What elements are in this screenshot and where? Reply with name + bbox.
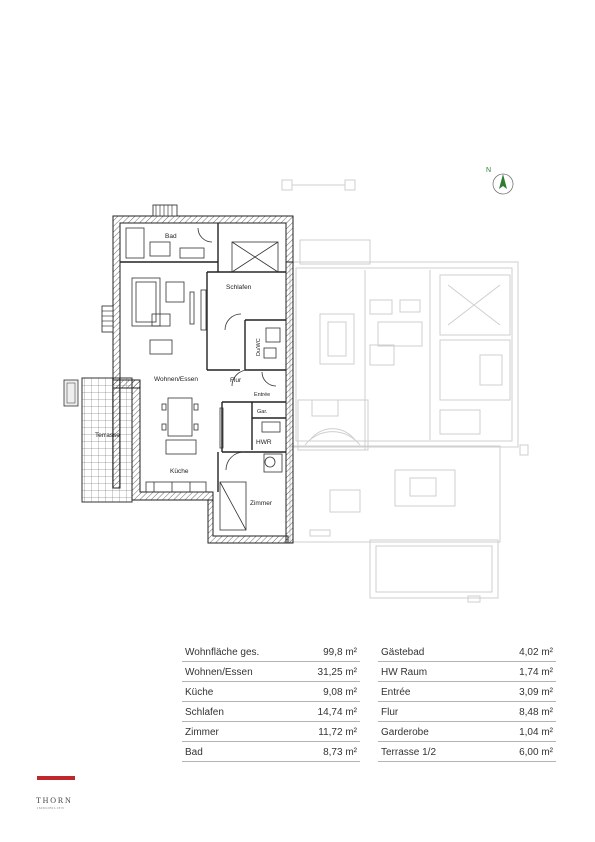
area-table-right bbox=[378, 642, 556, 762]
table-row bbox=[182, 722, 360, 742]
area-label: Zimmer bbox=[182, 722, 296, 742]
table-row bbox=[182, 702, 360, 722]
room-label-bad: Bad bbox=[165, 233, 177, 240]
area-label: Entrée bbox=[378, 682, 486, 702]
area-label: Wohnfläche ges. bbox=[182, 642, 296, 662]
table-row bbox=[182, 682, 360, 702]
logo-accent-bar bbox=[37, 776, 75, 780]
room-label-kueche: Küche bbox=[170, 468, 189, 475]
area-label: HW Raum bbox=[378, 662, 486, 682]
table-row bbox=[378, 742, 556, 762]
area-label: Gästebad bbox=[378, 642, 486, 662]
table-row bbox=[378, 642, 556, 662]
area-label: Schlafen bbox=[182, 702, 296, 722]
area-value: 31,25 m² bbox=[296, 662, 360, 682]
logo-wordmark: THORN bbox=[36, 796, 73, 805]
area-value: 1,04 m² bbox=[486, 722, 556, 742]
room-label-du-wc: Du/WC bbox=[256, 338, 262, 356]
area-value: 1,74 m² bbox=[486, 662, 556, 682]
compass-north-label: N bbox=[486, 167, 492, 174]
table-row bbox=[378, 702, 556, 722]
area-label: Bad bbox=[182, 742, 296, 762]
table-row bbox=[182, 662, 360, 682]
room-label-flur: Flur bbox=[230, 377, 242, 384]
table-row bbox=[182, 642, 360, 662]
room-label-wohnen-essen: Wohnen/Essen bbox=[154, 376, 198, 383]
area-table-left bbox=[182, 642, 360, 762]
terrace bbox=[64, 378, 132, 502]
neighbor-unit-ghost-plan bbox=[282, 180, 528, 602]
interior-walls bbox=[120, 223, 286, 492]
area-value: 8,48 m² bbox=[486, 702, 556, 722]
table-row bbox=[378, 722, 556, 742]
fixtures bbox=[126, 228, 282, 530]
room-label-entree: Entrée bbox=[254, 392, 271, 398]
area-label: Wohnen/Essen bbox=[182, 662, 296, 682]
table-row bbox=[378, 662, 556, 682]
area-label: Flur bbox=[378, 702, 486, 722]
room-label-hwr: HWR bbox=[256, 439, 272, 446]
area-value: 3,09 m² bbox=[486, 682, 556, 702]
room-label-gar: Gar. bbox=[257, 409, 268, 415]
area-value: 9,08 m² bbox=[296, 682, 360, 702]
area-label: Garderobe bbox=[378, 722, 486, 742]
area-value: 4,02 m² bbox=[486, 642, 556, 662]
logo-subtitle: IMMOBILIEN bbox=[37, 806, 65, 810]
area-value: 14,74 m² bbox=[296, 702, 360, 722]
room-label-zimmer: Zimmer bbox=[250, 500, 273, 507]
compass-icon bbox=[486, 167, 513, 194]
area-value: 6,00 m² bbox=[486, 742, 556, 762]
area-value: 8,73 m² bbox=[296, 742, 360, 762]
room-label-schlafen: Schlafen bbox=[226, 284, 252, 291]
area-value: 11,72 m² bbox=[296, 722, 360, 742]
room-label-terrasse: Terrasse bbox=[95, 432, 120, 439]
table-row bbox=[182, 742, 360, 762]
table-row bbox=[378, 682, 556, 702]
area-label: Terrasse 1/2 bbox=[378, 742, 486, 762]
area-label: Küche bbox=[182, 682, 296, 702]
area-value: 99,8 m² bbox=[296, 642, 360, 662]
